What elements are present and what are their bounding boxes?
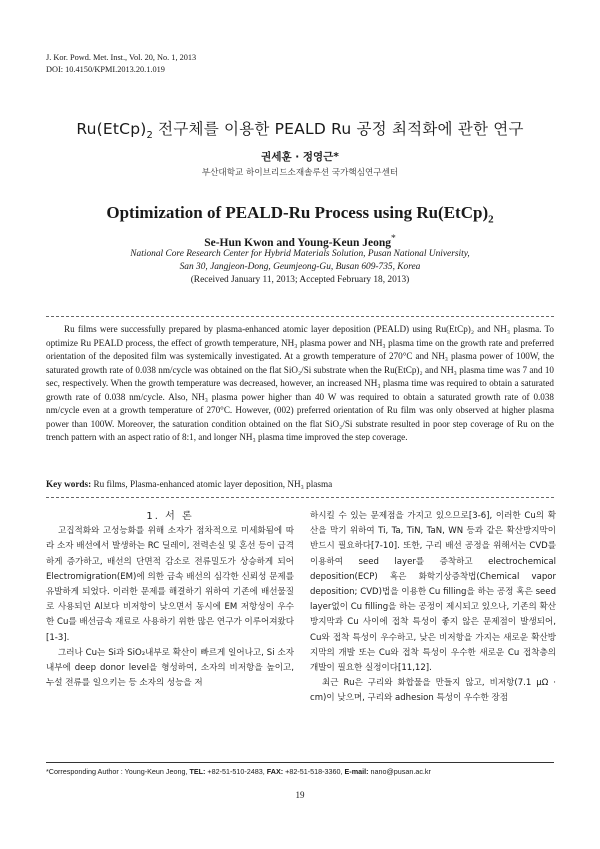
- korean-title-post: 전구체를 이용한 PEALD Ru 공정 최적화에 관한 연구: [153, 120, 524, 138]
- abstract: Ru films were successfully prepared by plasma-enhanced atomic layer deposition (PEALD) using Ru(EtCp)₂ and NH₃ plasma. To optimize Ru PEALD process, the effect of growth temperature, NH₃ plasma power and NH₃ plasma time on the growth rate and preferred orientation of the deposited film was systemically investigated. At a growth temperature of 270°C and NH₃ plasma power of 100W, the saturated growth rate of 0.038 nm/cycle was obtained on the flat SiO₂/Si substrate when the Ru(EtCp)₂ and NH₃ plasma time was 7 and 10 sec, respectively. When the growth temperature was decreased, however, an increased NH₃ plasma time was required to obtain a saturated growth rate of 0.038 nm/cycle. Also, NH₃ plasma power higher than 40 W was required to obtain a saturated growth rate of 0.038 nm/cycle even at a growth temperature of 270°C. However, (002) preferred orientation of Ru film was only observed at higher plasma power than 100W. Moreover, the saturation condition obtained on the flat SiO₂/Si substrate resulted in poor step coverage of Ru on the trench pattern with an aspect ratio of 8:1, and longer NH₃ plasma time improved the step coverage.: [46, 324, 554, 443]
- english-authors: [0, 233, 600, 249]
- footnote-rule: [46, 762, 554, 763]
- footnote-author: *Corresponding Author : Young-Keun Jeong,: [46, 767, 190, 776]
- english-title-sub: 2: [488, 213, 494, 226]
- journal-citation: J. Kor. Powd. Met. Inst., Vol. 20, No. 1, 2013: [46, 53, 197, 62]
- body-column-right: [310, 509, 556, 707]
- abstract-bottom-rule: [46, 497, 554, 498]
- received-dates: (Received January 11, 2013; Accepted February 18, 2013): [190, 275, 410, 285]
- fax-label: FAX:: [266, 767, 284, 776]
- email-label: E-mail:: [344, 767, 369, 776]
- body-paragraph: 고집적화와 고성능화를 위해 소자가 점차적으로 미세화됨에 따라 소자 배선에서 발생하는 RC 딜레이, 전력손실 및 혼선 등이 급격하게 증가하고, 배선의 단면적 감소로 전류밀도가 상승하게 되어 Electromigration(EM)에 의한 금속 배선의 심각한 신뢰성 문제를 유발하게 되었다. 이러한 문제를 해결하기 위하여 기존에 배선물질로 사용되던 Al보다 비저항이 낮으면서 동시에 EM 저항성이 우수한 Cu를 배선금속 재료로 사용하기 위한 많은 연구가 이루어져왔다[1-3].: [46, 526, 294, 643]
- english-affiliation: [0, 248, 600, 287]
- body-paragraph: 그러나 Cu는 Si과 SiO₂내부로 확산이 빠르게 일어나고, Si 소자 내부에 deep donor level을 형성하여, 소자의 비저항을 높이고, 누설 전류를 일으키는 등 소자의 성능을 저: [46, 647, 294, 689]
- keywords-text: Ru films, Plasma-enhanced atomic layer deposition, NH₃ plasma: [91, 479, 333, 489]
- fax-value: +82-51-518-3360,: [283, 767, 345, 776]
- corresponding-mark: *: [391, 233, 396, 244]
- korean-title-sub: 2: [146, 130, 154, 142]
- english-author-names: Se-Hun Kwon and Young-Keun Jeong: [204, 236, 392, 249]
- page-number: 19: [295, 790, 305, 800]
- keywords-label: Key words:: [46, 479, 92, 489]
- korean-affiliation: 부산대학교 하이브리드소재솔루션 국가핵심연구센터: [201, 168, 399, 178]
- english-title: [0, 203, 600, 225]
- body-paragraph: 최근 Ru은 구리와 화합물을 만들지 않고, 비저항(7.1 μΩ · cm)이 낮으며, 구리와 adhesion 특성이 우수한 장점: [310, 678, 556, 704]
- korean-title: [0, 117, 600, 141]
- journal-doi: DOI: 10.4150/KPMI.2013.20.1.019: [46, 65, 165, 74]
- body-paragraph: 하시킬 수 있는 문제점을 가지고 있으므로[3-6], 이러한 Cu의 확산을 막기 위하여 Ti, Ta, TiN, TaN, WN 등과 같은 확산방지막이 반드시 필요하다[7-10]. 또한, 구리 배선 공정을 위해서는 CVD를 이용하여 seed layer를 증착하고 electrochemical deposition(ECP) 혹은 화학기상증착법(Chemical vapor deposition; CVD)법을 이용한 Cu filling을 하는 공정 혹은 seed layer없이 Cu filling을 하는 공정이 제시되고 있으나, 기존의 확산방지막과 Cu 사이에 접착 특성이 좋지 않은 문제점이 발생되어, Cu와 접착 특성이 우수하고, 낮은 비저항을 가지는 새로운 확산방지막의 개발 또는 Cu와 접착 특성이 우수한 새로운 Cu 접착층의 개발이 필요한 실정이다[11,12].: [310, 511, 556, 674]
- korean-title-pre: Ru(EtCp): [76, 120, 147, 138]
- tel-label: TEL:: [189, 767, 206, 776]
- journal-header: [46, 52, 196, 76]
- keywords: [46, 479, 554, 489]
- email-value: nano@pusan.ac.kr: [368, 767, 431, 776]
- body-column-left: [46, 509, 294, 691]
- abstract-top-rule: [46, 316, 554, 317]
- corresponding-author-footnote: [46, 767, 431, 776]
- english-title-pre: Optimization of PEALD-Ru Process using Ru(EtCp): [106, 203, 489, 222]
- tel-value: +82-51-510-2483,: [205, 767, 267, 776]
- affiliation-line-2: San 30, Jangjeon-Dong, Geumjeong-Gu, Busan 609-735, Korea: [179, 262, 421, 272]
- korean-authors: 권세훈 · 정영근*: [261, 151, 339, 163]
- affiliation-line-1: National Core Research Center for Hybrid Materials Solution, Pusan National University,: [130, 249, 470, 259]
- section-heading-introduction: 1. 서 론: [146, 511, 194, 522]
